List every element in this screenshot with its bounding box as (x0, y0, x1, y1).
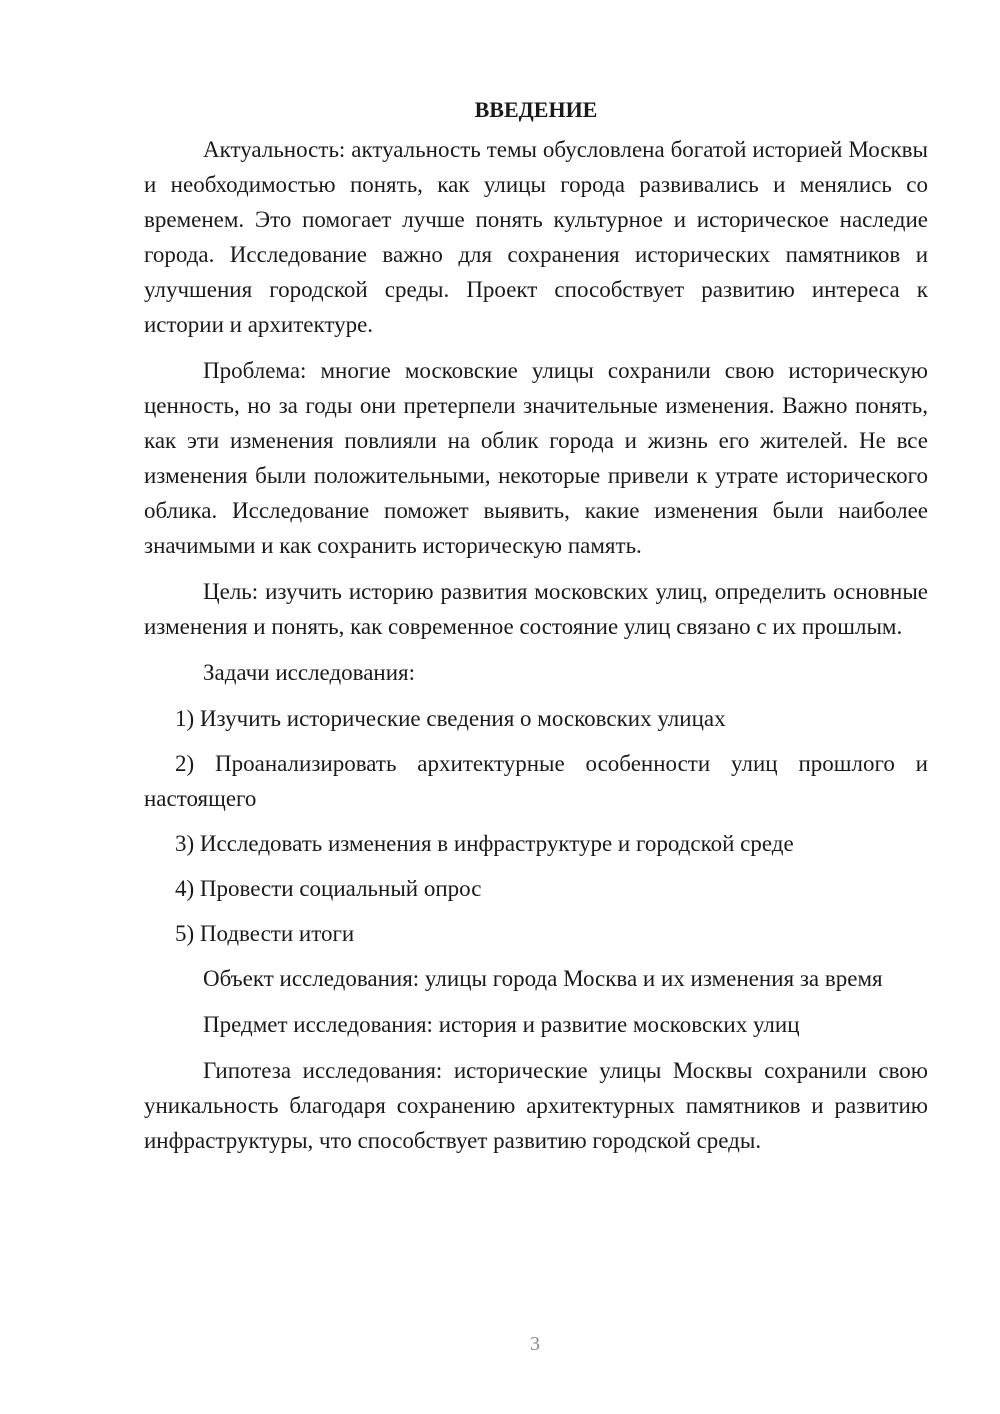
object-paragraph: Объект исследования: улицы города Москва и их изменения за время (203, 966, 883, 991)
task-item: 4) Провести социальный опрос (175, 876, 482, 901)
page-number: 3 (530, 1333, 540, 1355)
task-item: 1) Изучить исторические сведения о московских улицах (175, 706, 726, 731)
goal-paragraph: Цель: изучить историю развития московских улиц, определить основные изменения и понять, как современное состояние улиц связано с их прошлым. (144, 579, 928, 639)
hypothesis-paragraph: Гипотеза исследования: исторические улицы Москвы сохранили свою уникальность благодаря сохранению архитектурных памятников и развитию инфраструктуры, что способствует развитию городской среды. (144, 1058, 928, 1153)
problem-paragraph: Проблема: многие московские улицы сохранили свою историческую ценность, но за годы они претерпели значительные изменения. Важно понять, как эти изменения повлияли на облик города и жизнь его жителей. Не все изменения были положительными, некоторые привели к утрате исторического облика. Исследование поможет выявить, какие изменения были наиболее значимыми и как сохранить историческую память. (144, 358, 928, 558)
task-item: 3) Исследовать изменения в инфраструктуре и городской среде (175, 831, 794, 856)
tasks-title: Задачи исследования: (203, 660, 416, 685)
section-heading: ВВЕДЕНИЕ (474, 97, 598, 122)
document-page (144, 88, 928, 1169)
relevance-paragraph: Актуальность: актуальность темы обусловлена богатой историей Москвы и необходимостью понять, как улицы города развивались и менялись со временем. Это помогает лучше понять культурное и историческое наследие города. Исследование важно для сохранения исторических памятников и улучшения городской среды. Проект способствует развитию интереса к истории и архитектуре. (144, 137, 928, 337)
task-item: 2) Проанализировать архитектурные особенности улиц прошлого и настоящего (144, 751, 928, 811)
task-item: 5) Подвести итоги (175, 921, 355, 946)
subject-paragraph: Предмет исследования: история и развитие московских улиц (203, 1012, 800, 1037)
